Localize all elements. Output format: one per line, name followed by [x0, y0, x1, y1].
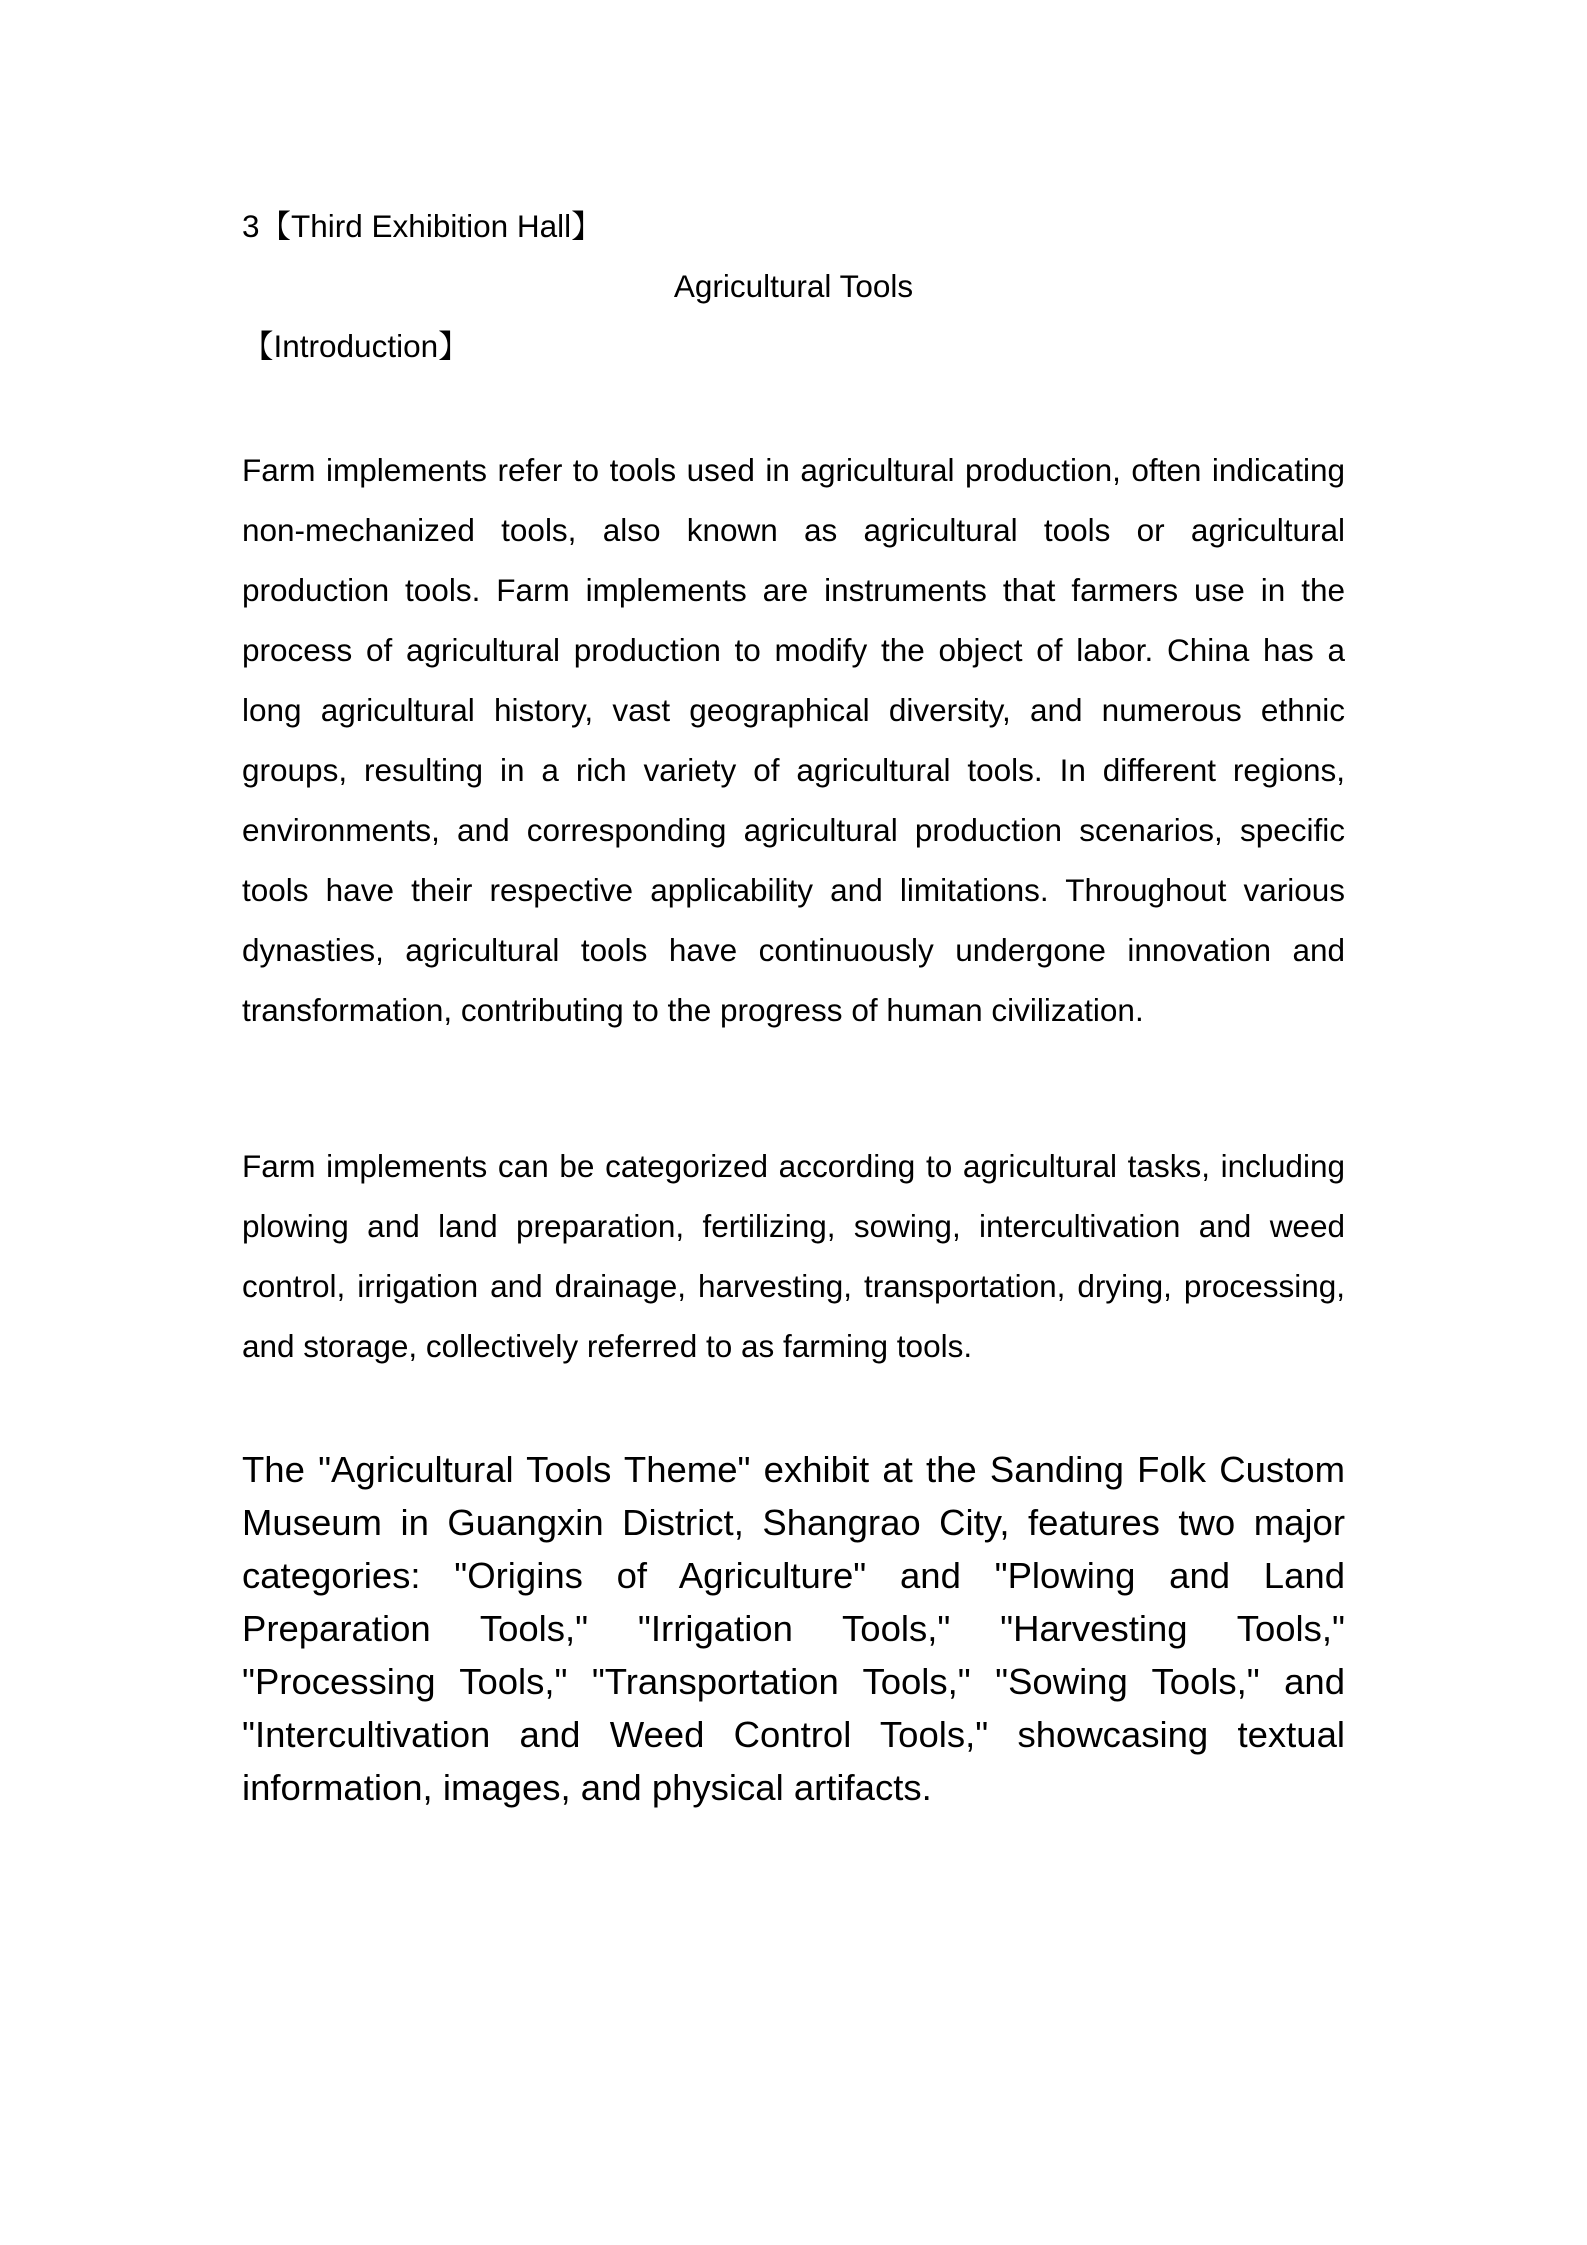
document-content: [242, 196, 1345, 1814]
document-title: Agricultural Tools: [673, 268, 914, 304]
text-line: production tools. Farm implements are instruments that farmers use in the: [242, 572, 1345, 608]
text-line: Preparation Tools," "Irrigation Tools," "Harvesting Tools,": [242, 1608, 1345, 1649]
section-heading: 3【Third Exhibition Hall】: [242, 208, 603, 244]
text-line: non-mechanized tools, also known as agricultural tools or agricultural: [242, 512, 1345, 548]
text-line: transformation, contributing to the progress of human civilization.: [242, 992, 1144, 1028]
text-line: plowing and land preparation, fertilizing, sowing, intercultivation and weed: [242, 1208, 1345, 1244]
text-line: and storage, collectively referred to as farming tools.: [242, 1328, 973, 1364]
introduction-label: 【Introduction】: [242, 328, 470, 364]
blank-line: [242, 376, 1345, 440]
text-line: dynasties, agricultural tools have continuously undergone innovation and: [242, 932, 1345, 968]
blank-line: [242, 1376, 1345, 1443]
paragraph-exhibit-description: [242, 1443, 1345, 1814]
text-line: long agricultural history, vast geographical diversity, and numerous ethnic: [242, 692, 1345, 728]
text-line: control, irrigation and drainage, harvesting, transportation, drying, processing,: [242, 1268, 1345, 1304]
text-line: process of agricultural production to modify the object of labor. China has a: [242, 632, 1345, 668]
blank-line: [242, 1040, 1345, 1136]
paragraph-farm-implements-definition: [242, 440, 1345, 1040]
text-line: categories: "Origins of Agriculture" and "Plowing and Land: [242, 1555, 1345, 1596]
text-line: Museum in Guangxin District, Shangrao City, features two major: [242, 1502, 1345, 1543]
text-line: groups, resulting in a rich variety of agricultural tools. In different regions,: [242, 752, 1345, 788]
text-line: The "Agricultural Tools Theme" exhibit at the Sanding Folk Custom: [242, 1449, 1345, 1490]
text-line: Farm implements can be categorized according to agricultural tasks, including: [242, 1148, 1345, 1184]
text-line: environments, and corresponding agricultural production scenarios, specific: [242, 812, 1345, 848]
text-line: Farm implements refer to tools used in agricultural production, often indicating: [242, 452, 1345, 488]
text-line: "Intercultivation and Weed Control Tools," showcasing textual: [242, 1714, 1345, 1755]
text-line: information, images, and physical artifacts.: [242, 1767, 932, 1808]
text-line: "Processing Tools," "Transportation Tools," "Sowing Tools," and: [242, 1661, 1345, 1702]
paragraph-farm-implements-categorization: [242, 1136, 1345, 1376]
text-line: tools have their respective applicability and limitations. Throughout various: [242, 872, 1345, 908]
